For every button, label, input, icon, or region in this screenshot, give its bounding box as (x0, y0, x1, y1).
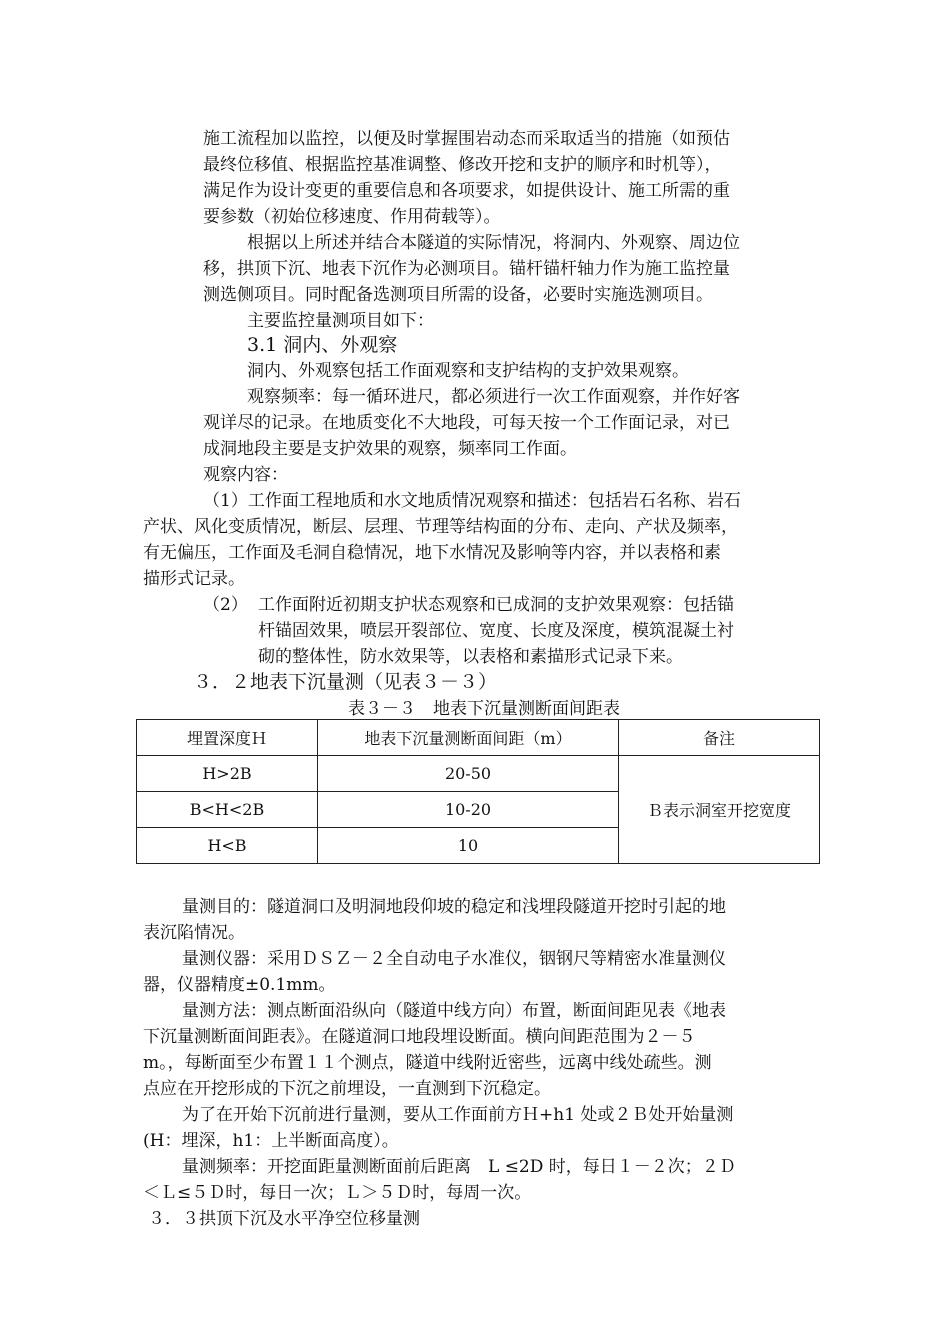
para-28: 量测方法：测点断面沿纵向（隧道中线方向）布置，断面间距见表《地表 (182, 1001, 726, 1021)
heading-3-1: 3.1 洞内、外观察 (247, 334, 398, 356)
para-0: 施工流程加以监控，以便及时掌握围岩动态而采取适当的措施（如预估 (203, 129, 730, 149)
para-31: 点应在开挖形成的下沉之前埋设，一直测到下沉稳定。 (143, 1079, 551, 1099)
table-header-cell: 备注 (619, 720, 820, 756)
table-caption: 表３－３ 地表下沉量测断面间距表 (348, 699, 620, 719)
para-5: 移，拱顶下沉、地表下沉作为必测项目。锚杆锚杆轴力作为施工监控量 (203, 259, 730, 279)
item-2-number: （2） (203, 595, 248, 615)
para-6: 测选侧项目。同时配备选测项目所需的设备，必要时实施选测项目。 (203, 285, 713, 305)
para-14: （1）工作面工程地质和水文地质情况观察和描述：包括岩石名称、岩石 (203, 491, 741, 511)
para-10: 观察频率：每一循环进尺，都必须进行一次工作面观察，并作好客 (247, 387, 740, 407)
para-16: 有无偏压，工作面及毛洞自稳情况，地下水情况及影响等内容，并以表格和素 (143, 543, 721, 563)
para-30: m。，每断面至少布置１１个测点，隧道中线附近密些，远离中线处疏些。测 (143, 1053, 712, 1073)
para-20: 杆锚固效果，喷层开裂部位、宽度、长度及深度，模筑混凝土衬 (258, 621, 734, 641)
para-2: 满足作为设计变更的重要信息和各项要求，如提供设计、施工所需的重 (203, 181, 730, 201)
para-25: 表沉陷情况。 (143, 923, 245, 943)
para-4: 根据以上所述并结合本隧道的实际情况，将洞内、外观察、周边位 (247, 233, 740, 253)
para-1: 最终位移值、根据监控基准调整、修改开挖和支护的顺序和时机等）， (203, 155, 722, 175)
para-17: 描形式记录。 (143, 569, 245, 589)
para-15: 产状、风化变质情况，断层、层理、节理等结构面的分布、走向、产状及频率， (143, 517, 738, 537)
para-32: 为了在开始下沉前进行量测，要从工作面前方Ｈ+h1 处或２Ｂ处开始量测 (182, 1105, 734, 1125)
para-9: 洞内、外观察包括工作面观察和支护结构的支护效果观察。 (247, 361, 689, 381)
table-cell: 10 (318, 828, 619, 864)
para-33: (H：埋深，h1：上半断面高度）。 (143, 1131, 399, 1151)
table-header-cell: 埋置深度Ｈ (137, 720, 318, 756)
table-note-cell: Ｂ表示洞室开挖宽度 (619, 756, 820, 864)
heading-3-3: ３．３拱顶下沉及水平净空位移量测 (148, 1209, 420, 1229)
para-21: 砌的整体性，防水效果等，以表格和素描形式记录下来。 (258, 647, 683, 667)
table-cell: B<H<2B (137, 792, 318, 828)
para-11: 观详尽的记录。在地质变化不大地段，可每天按一个工作面记录，对已 (203, 413, 730, 433)
para-13: 观察内容： (203, 465, 288, 485)
para-26: 量测仪器：采用ＤＳＺ－２全自动电子水准仪，铟钢尺等精密水准量测仪 (182, 949, 726, 969)
para-34: 量测频率：开挖面距量测断面前后距离 L ≤2D 时，每日１－２次；２Ｄ (182, 1157, 736, 1177)
table-cell: 20-50 (318, 756, 619, 792)
table-cell: H<B (137, 828, 318, 864)
para-12: 成洞地段主要是支护效果的观察，频率同工作面。 (203, 439, 577, 459)
para-7: 主要监控量测项目如下： (247, 311, 434, 331)
para-19: 工作面附近初期支护状态观察和已成洞的支护效果观察：包括锚 (258, 595, 734, 615)
settlement-spacing-table (136, 719, 820, 864)
table-header-cell: 地表下沉量测断面间距（m） (318, 720, 619, 756)
table-cell: H>2B (137, 756, 318, 792)
heading-3-2: ３．２地表下沉量测（见表３－３） (193, 671, 498, 693)
para-27: 器，仪器精度±0.1mm。 (143, 975, 336, 995)
para-29: 下沉量测断面间距表》。在隧道洞口地段埋设断面。横向间距范围为２－５ (143, 1027, 696, 1047)
para-24: 量测目的：隧道洞口及明洞地段仰坡的稳定和浅埋段隧道开挖时引起的地 (182, 897, 726, 917)
para-35: ＜Ｌ≤５Ｄ时，每日一次；Ｌ＞５Ｄ时，每周一次。 (143, 1183, 532, 1203)
table-row (137, 756, 820, 792)
para-3: 要参数（初始位移速度、作用荷载等）。 (203, 207, 501, 227)
table-header-row (137, 720, 820, 756)
table-cell: 10-20 (318, 792, 619, 828)
